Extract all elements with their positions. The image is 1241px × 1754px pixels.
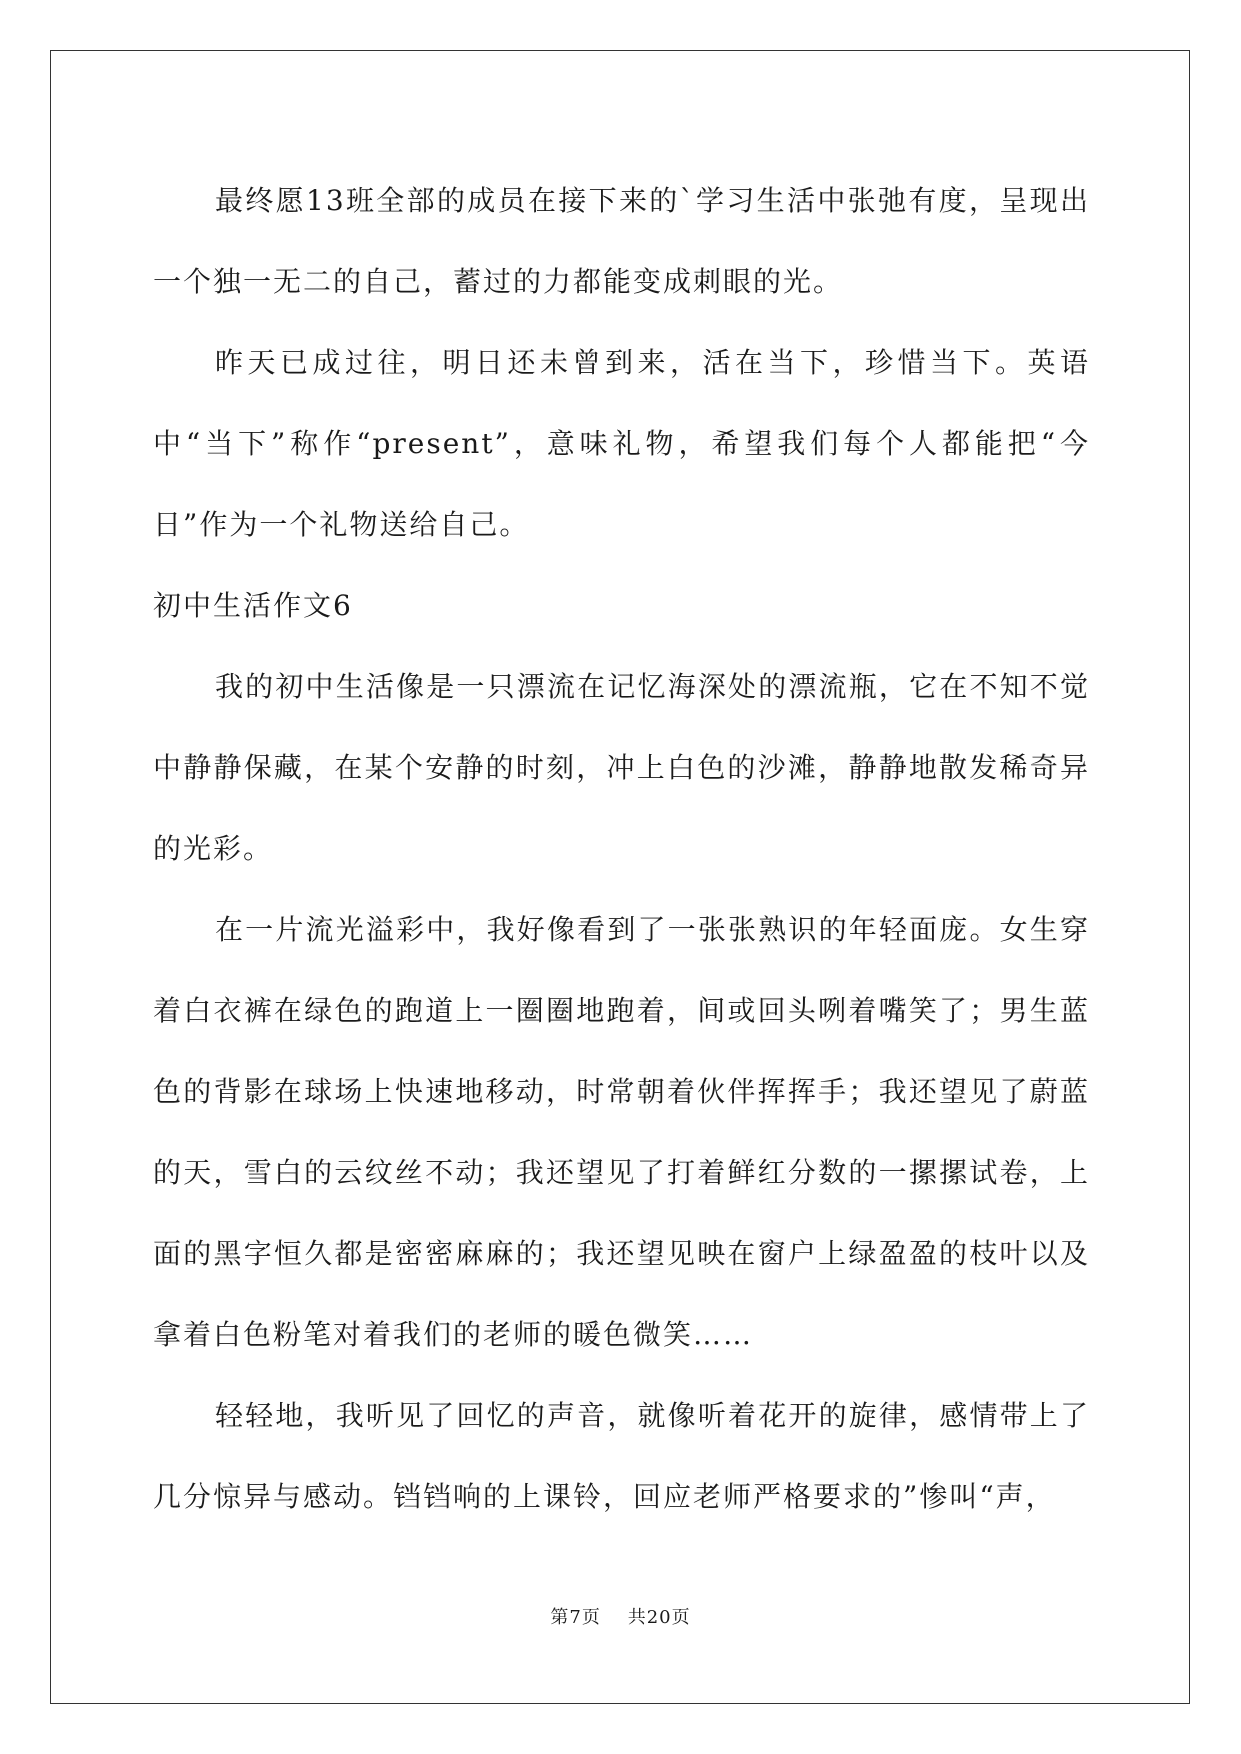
- paragraph: 轻轻地，我听见了回忆的声音，就像听着花开的旋律，感情带上了几分惊异与感动。铛铛响的上课铃，回应老师严格要求的”惨叫“声，: [153, 1399, 1090, 1513]
- paragraph: 在一片流光溢彩中，我好像看到了一张张熟识的年轻面庞。女生穿着白衣裤在绿色的跑道上一圈圈地跑着，间或回头咧着嘴笑了；男生蓝色的背影在球场上快速地移动，时常朝着伙伴挥挥手；我还望见了蔚蓝的天，雪白的云纹丝不动；我还望见了打着鲜红分数的一摞摞试卷，上面的黑字恒久都是密密麻麻的；我还望见映在窗户上绿盈盈的枝叶以及拿着白色粉笔对着我们的老师的暖色微笑……: [153, 913, 1090, 1351]
- section-heading: 初中生活作文6: [153, 589, 353, 622]
- paragraph: 昨天已成过往，明日还未曾到来，活在当下，珍惜当下。英语中“当下”称作“present”，意味礼物，希望我们每个人都能把“今日”作为一个礼物送给自己。: [153, 346, 1090, 541]
- paragraph: 我的初中生活像是一只漂流在记忆海深处的漂流瓶，它在不知不觉中静静保藏，在某个安静的时刻，冲上白色的沙滩，静静地散发稀奇异的光彩。: [153, 670, 1090, 865]
- paragraph: 最终愿13班全部的成员在接下来的`学习生活中张弛有度，呈现出一个独一无二的自己，蓄过的力都能变成刺眼的光。: [153, 184, 1090, 298]
- document-body: [153, 160, 1090, 1537]
- page-total: 共20页: [627, 1607, 691, 1628]
- page-footer: [0, 1603, 1241, 1629]
- page-number: 第7页: [550, 1607, 601, 1628]
